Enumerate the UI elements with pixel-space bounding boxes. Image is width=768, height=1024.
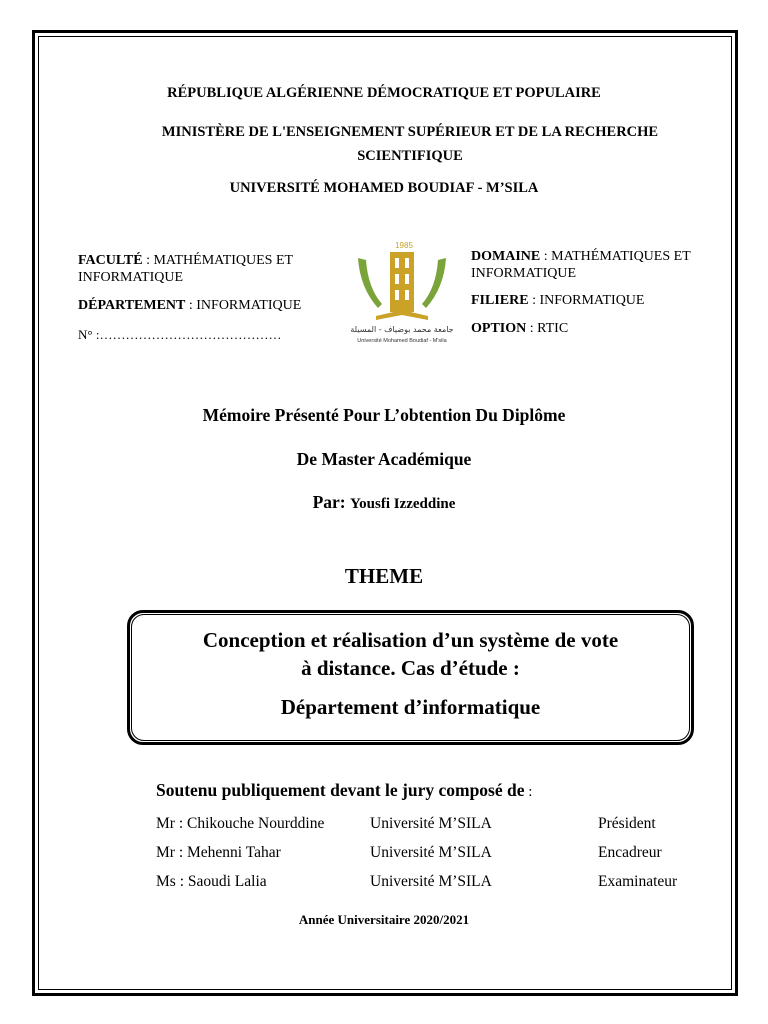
master-line: De Master Académique (296, 449, 472, 469)
jury-member-name: Mr : Mehenni Tahar (156, 844, 281, 861)
university-logo-icon (346, 238, 458, 348)
filiere-info (471, 293, 733, 309)
author-name: Yousfi Izzeddine (349, 496, 456, 512)
ministry-heading: MINISTÈRE DE L'ENSEIGNEMENT SUPÉRIEUR ET DE LA RECHERCHE SCIENTIFIQUE (161, 124, 659, 164)
numero-field: N° :…………………………………… (78, 327, 282, 342)
thesis-title-line-1: Conception et réalisation d’un système de vote (202, 628, 619, 652)
jury-row (0, 873, 768, 895)
domaine-label: DOMAINE (471, 249, 541, 264)
filiere-value: : INFORMATIQUE (528, 293, 645, 308)
jury-row (0, 844, 768, 866)
republic-heading: RÉPUBLIQUE ALGÉRIENNE DÉMOCRATIQUE ET POPULAIRE (167, 85, 601, 101)
option-value: : RTIC (526, 321, 569, 336)
jury-member-role: Président (598, 815, 656, 832)
departement-value: : INFORMATIQUE (185, 298, 302, 313)
memoire-line: Mémoire Présenté Pour L’obtention Du Diplôme (202, 405, 566, 425)
academic-year: Année Universitaire 2020/2021 (298, 912, 470, 927)
faculte-info (78, 252, 348, 286)
par-label: Par: (312, 492, 350, 512)
jury-member-role: Encadreur (598, 844, 662, 861)
departement-info (78, 298, 348, 314)
jury-heading-text: Soutenu publiquement devant le jury composé de (156, 780, 525, 800)
university-logo (346, 238, 458, 348)
author-line (0, 492, 768, 513)
jury-member-university: Université M’SILA (370, 873, 492, 890)
option-label: OPTION (471, 321, 527, 336)
domaine-info (471, 248, 733, 282)
jury-member-name: Mr : Chikouche Nourddine (156, 815, 325, 832)
university-heading: UNIVERSITÉ MOHAMED BOUDIAF - M’SILA (229, 180, 539, 196)
thesis-title-line-3: Département d’informatique (280, 695, 541, 719)
logo-year: 1985 (395, 241, 413, 250)
filiere-label: FILIERE (471, 293, 529, 308)
departement-label: DÉPARTEMENT (78, 298, 186, 313)
jury-member-name: Ms : Saoudi Lalia (156, 873, 267, 890)
logo-arabic-name: جامعة محمد بوضياف - المسيلة (350, 325, 454, 334)
theme-heading: THEME (344, 564, 424, 588)
jury-row (0, 815, 768, 837)
domaine-value: : MATHÉMATIQUES ET INFORMATIQUE (471, 249, 691, 281)
option-info (471, 321, 733, 337)
faculte-value: : MATHÉMATIQUES ET INFORMATIQUE (78, 253, 293, 285)
logo-latin-name: Université Mohamed Boudiaf - M'sila (357, 338, 447, 344)
faculte-label: FACULTÉ (78, 253, 143, 268)
jury-heading (156, 780, 532, 801)
thesis-title-line-2: à distance. Cas d’étude : (301, 656, 520, 680)
jury-heading-colon: : (524, 784, 533, 800)
jury-member-university: Université M’SILA (370, 844, 492, 861)
thesis-title (131, 626, 690, 682)
jury-member-university: Université M’SILA (370, 815, 492, 832)
jury-member-role: Examinateur (598, 873, 678, 890)
